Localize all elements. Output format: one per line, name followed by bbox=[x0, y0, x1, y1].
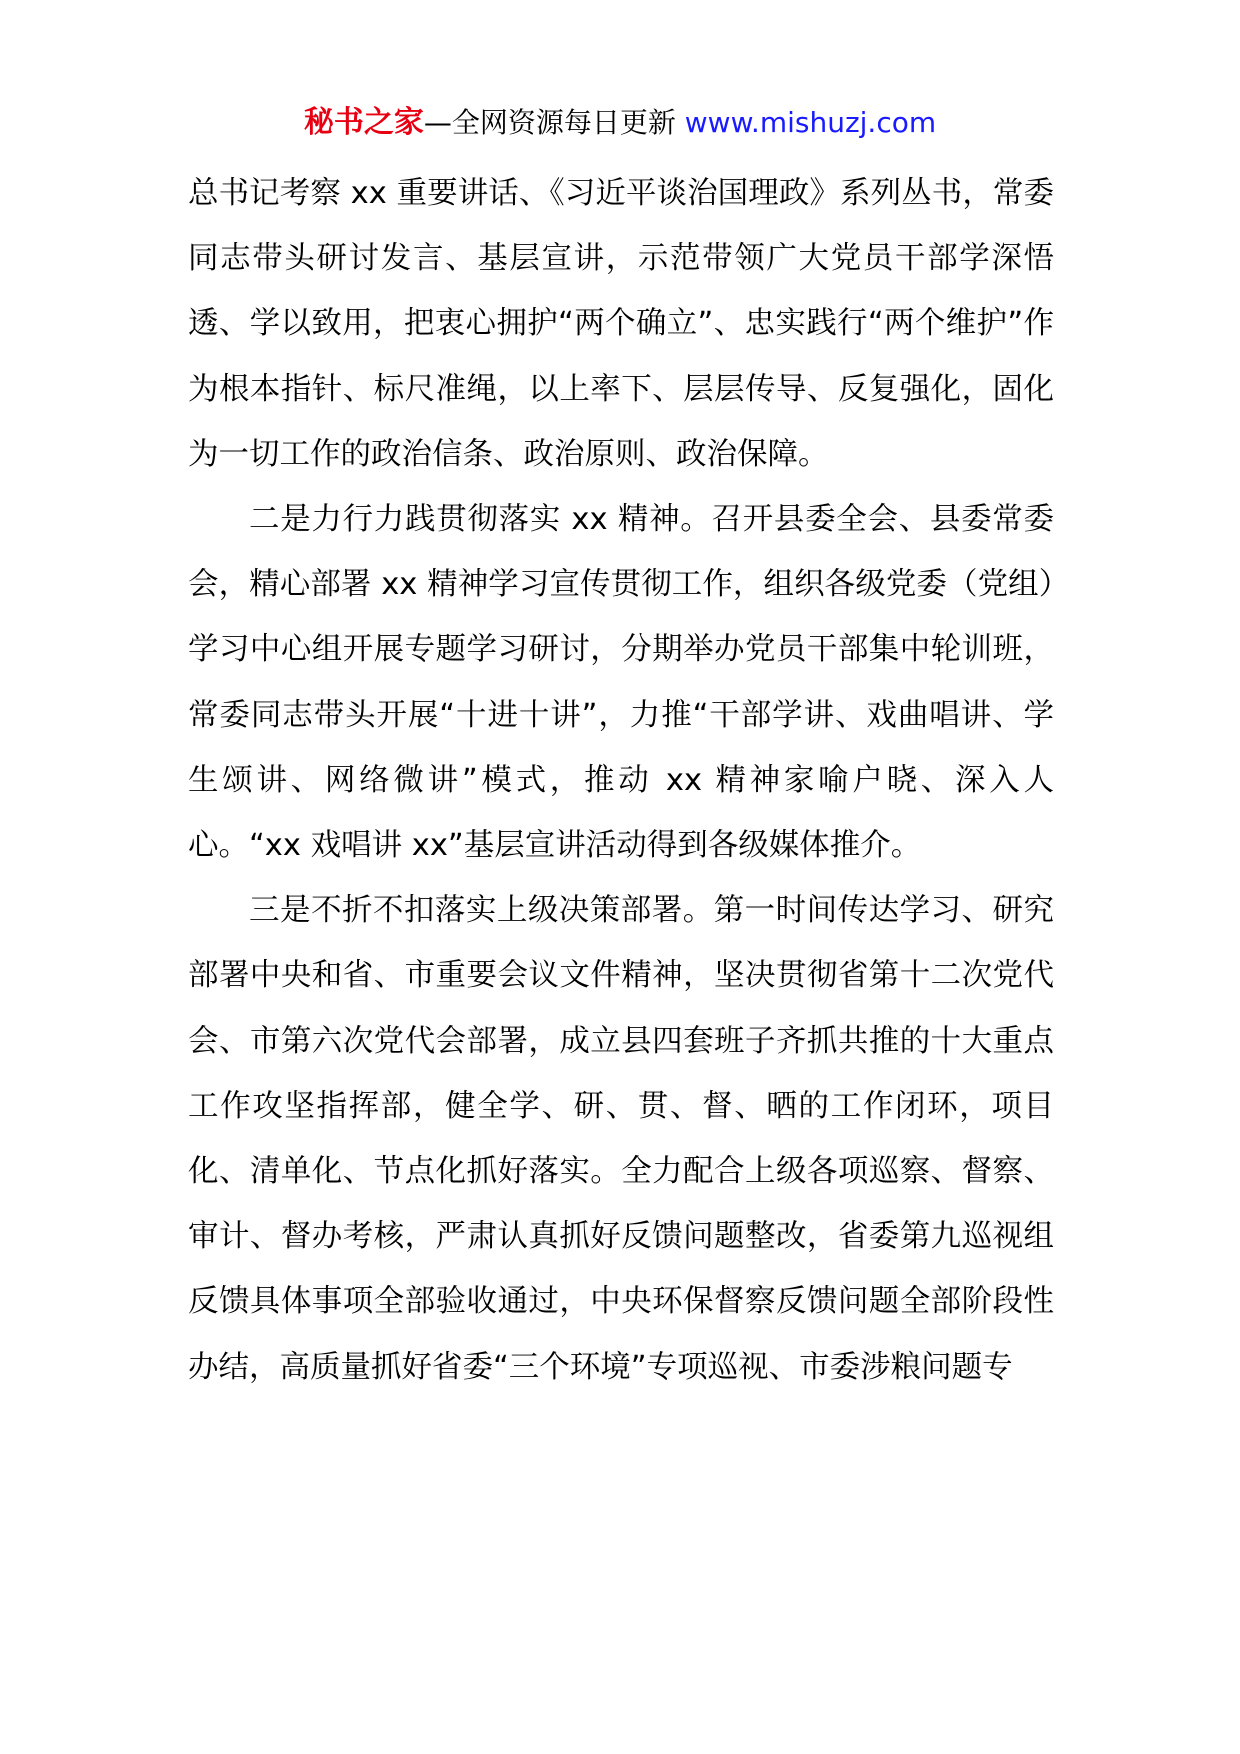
paragraph-second-point: 二是力行力践贯彻落实 xx 精神。召开县委全会、县委常委会，精心部署 xx 精神学习宣传贯彻工作，组织各级党委（党组）学习中心组开展专题学习研讨，分期举办党员干部集中轮训班，常委同志带头开展“十进十讲”，力推“干部学讲、戏曲唱讲、学生颂讲、网络微讲”模式，推动 xx 精神家喻户晓、深入人心。“xx 戏唱讲 xx”基层宣讲活动得到各级媒体推介。 bbox=[188, 502, 1054, 864]
paragraph-continued: 总书记考察 xx 重要讲话、《习近平谈治国理政》系列丛书，常委同志带头研讨发言、基层宣讲，示范带领广大党员干部学深悟透、学以致用，把衷心拥护“两个确立”、忠实践行“两个维护”作为根本指针、标尺准绳，以上率下、层层传导、反复强化，固化为一切工作的政治信条、政治原则、政治保障。 bbox=[188, 176, 1054, 472]
header-brand: 秘书之家 bbox=[303, 105, 424, 140]
paragraph-third-point: 三是不折不扣落实上级决策部署。第一时间传达学习、研究部署中央和省、市重要会议文件精神，坚决贯彻省第十二次党代会、市第六次党代会部署，成立县四套班子齐抓共推的十大重点工作攻坚指挥部，健全学、研、贯、督、晒的工作闭环，项目化、清单化、节点化抓好落实。全力配合上级各项巡察、督察、审计、督办考核，严肃认真抓好反馈问题整改，省委第九巡视组反馈具体事项全部验收通过，中央环保督察反馈问题全部阶段性办结，高质量抓好省委“三个环境”专项巡视、市委涉粮问题专 bbox=[188, 893, 1054, 1385]
document-body bbox=[188, 161, 1054, 1400]
header-url-link[interactable]: www.mishuzj.com bbox=[684, 106, 937, 139]
header-slogan: —全网资源每日更新 bbox=[423, 106, 685, 139]
page-header bbox=[0, 101, 1240, 145]
